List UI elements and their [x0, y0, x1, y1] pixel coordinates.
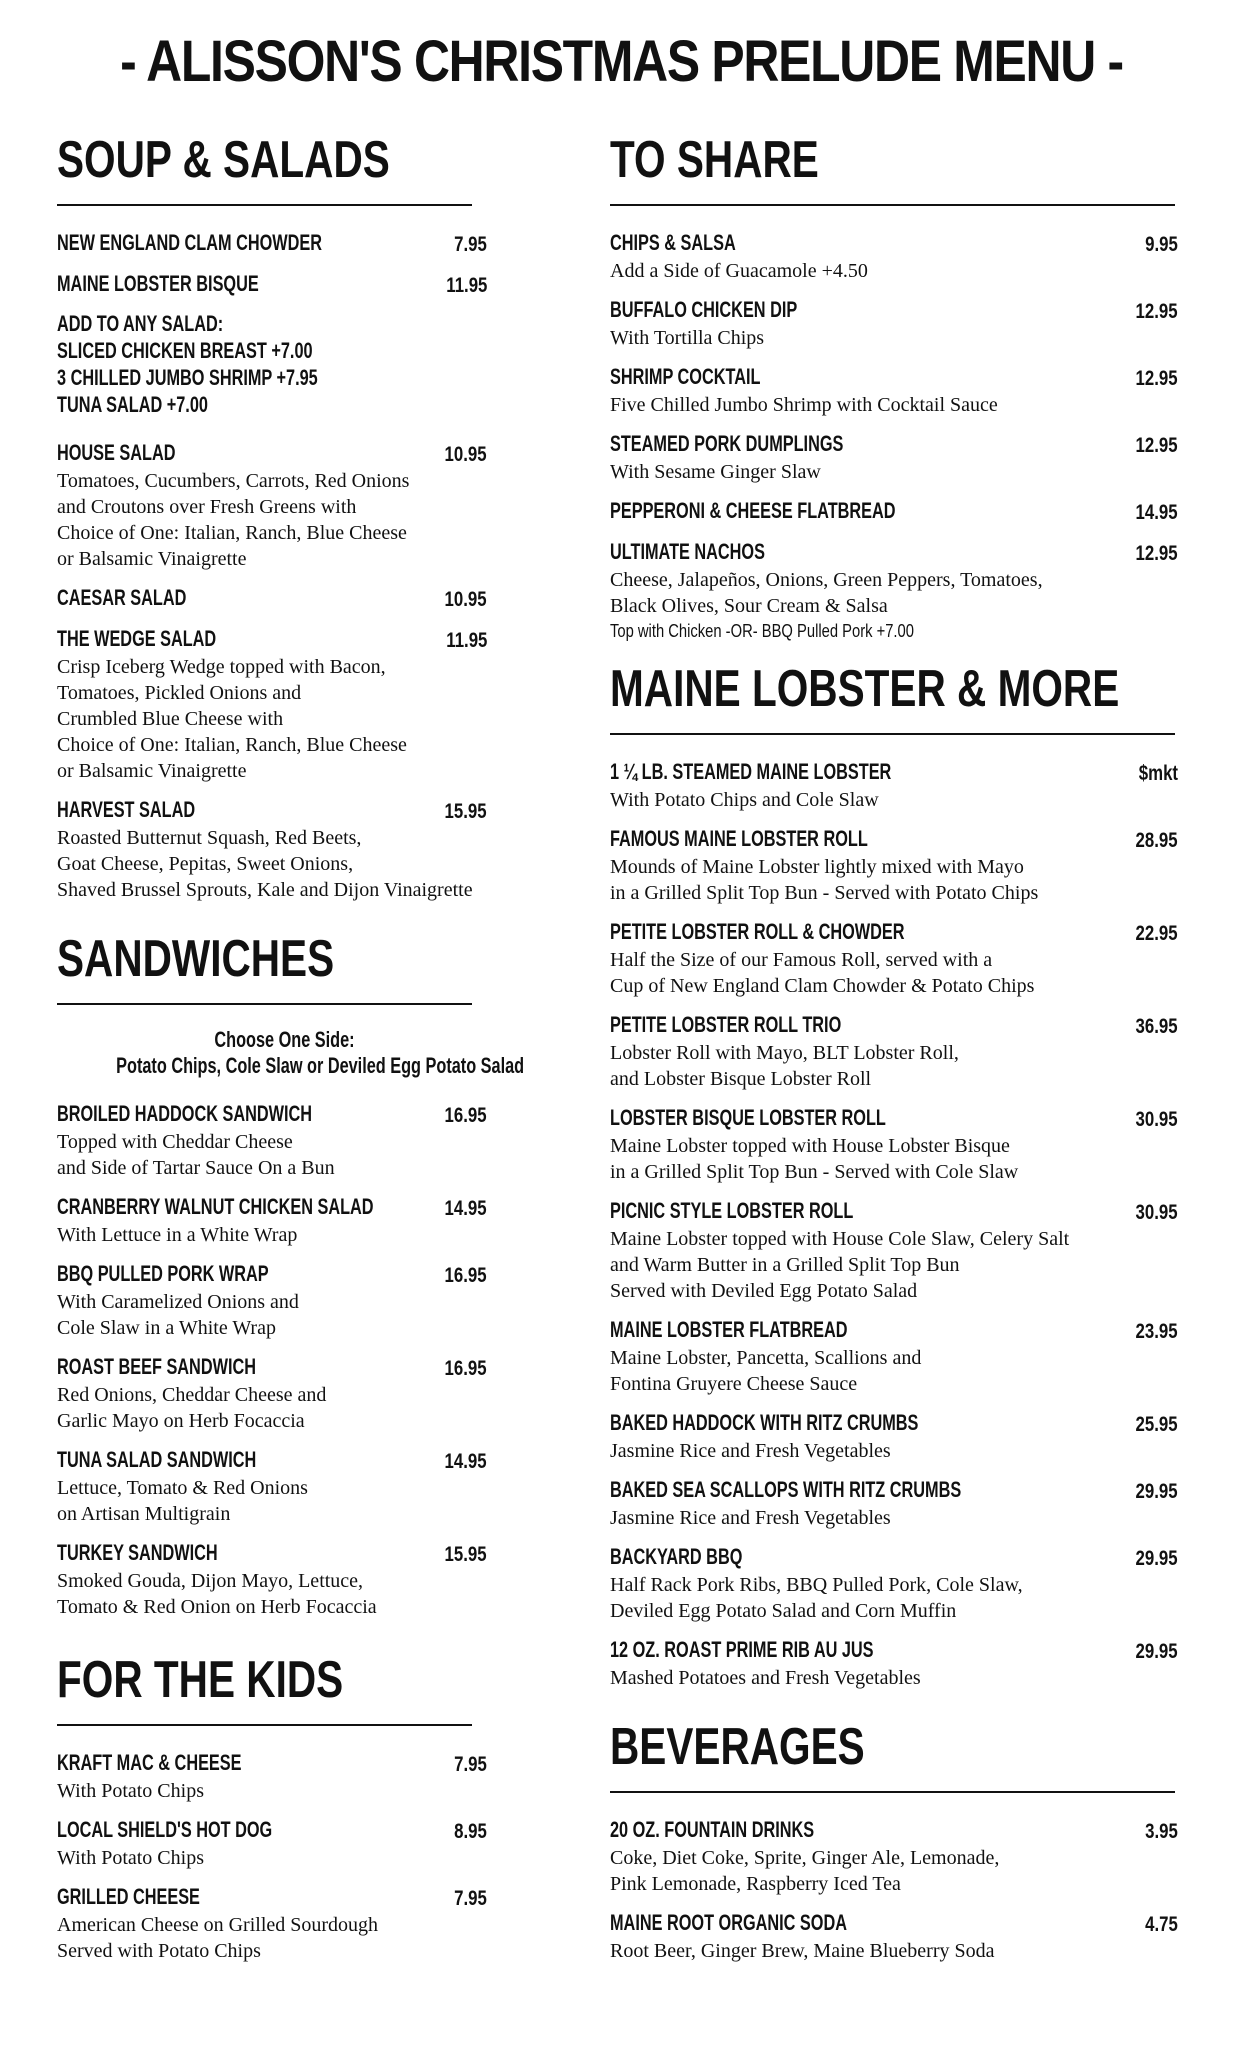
item-description: With Sesame Ginger Slaw: [610, 461, 821, 483]
item-description: With Lettuce in a White Wrap: [57, 1224, 298, 1246]
addon-line: TUNA SALAD +7.00: [57, 392, 208, 417]
menu-title: - ALISSON'S CHRISTMAS PRELUDE MENU -: [120, 29, 1123, 94]
item-description: Add a Side of Guacamole +4.50: [610, 260, 868, 282]
item-description: Tomatoes, Cucumbers, Carrots, Red Onions and Croutons over Fresh Greens with Choice of One: Italian, Ranch, Blue Cheese or Balsamic Vinaigrette: [57, 470, 410, 570]
item-price: $mkt: [1138, 762, 1178, 785]
beverages-heading: BEVERAGES: [610, 1718, 865, 1776]
item-name: CRANBERRY WALNUT CHICKEN SALAD: [57, 1194, 374, 1219]
side-choice-note: [57, 1027, 525, 1079]
item-name: CAESAR SALAD: [57, 585, 187, 610]
item-price: 16.95: [444, 1104, 487, 1127]
item-name: GRILLED CHEESE: [57, 1884, 200, 1909]
item-price: 9.95: [1145, 233, 1178, 256]
menu-item: [610, 362, 1200, 418]
item-description: Jasmine Rice and Fresh Vegetables: [610, 1440, 891, 1462]
menu-item: [610, 1908, 1200, 1964]
menu-item: [610, 824, 1200, 906]
menu-item: [57, 624, 567, 784]
item-description: With Potato Chips: [57, 1847, 204, 1869]
kids-section: [57, 1650, 547, 1964]
addon-line: ADD TO ANY SALAD:: [57, 311, 224, 336]
menu-item: [610, 1635, 1200, 1691]
menu-item-list: [57, 228, 547, 299]
item-description: With Caramelized Onions and Cole Slaw in a White Wrap: [57, 1291, 299, 1339]
item-name: LOBSTER BISQUE LOBSTER ROLL: [610, 1105, 886, 1130]
side-choice-line: Choose One Side:: [214, 1027, 355, 1052]
item-description: Maine Lobster, Pancetta, Scallions and Fontina Gruyere Cheese Sauce: [610, 1347, 922, 1395]
item-name: ULTIMATE NACHOS: [610, 539, 765, 564]
section-divider: [57, 1724, 472, 1726]
right-column: [610, 130, 1200, 1975]
item-name: BROILED HADDOCK SANDWICH: [57, 1101, 313, 1126]
item-name: BAKED SEA SCALLOPS WITH RITZ CRUMBS: [610, 1477, 962, 1502]
menu-item: [57, 269, 567, 299]
menu-item: [57, 1445, 567, 1527]
item-price: 23.95: [1135, 1320, 1178, 1343]
section-divider: [610, 1791, 1175, 1793]
item-name: PETITE LOBSTER ROLL TRIO: [610, 1012, 842, 1037]
menu-item: [610, 1408, 1200, 1464]
item-name: FAMOUS MAINE LOBSTER ROLL: [610, 826, 868, 851]
item-description: Jasmine Rice and Fresh Vegetables: [610, 1507, 891, 1529]
item-name: BUFFALO CHICKEN DIP: [610, 297, 798, 322]
item-price: 30.95: [1135, 1201, 1178, 1224]
item-price: 7.95: [454, 1887, 487, 1910]
to-share-section: [610, 130, 1200, 643]
lobster-section: [610, 659, 1200, 1691]
menu-item: [57, 438, 567, 572]
menu-item: [610, 1315, 1200, 1397]
menu-item: [610, 429, 1200, 485]
item-name: MAINE LOBSTER BISQUE: [57, 271, 259, 296]
item-name: HOUSE SALAD: [57, 440, 176, 465]
item-name: LOCAL SHIELD'S HOT DOG: [57, 1817, 273, 1842]
item-price: 16.95: [444, 1357, 487, 1380]
item-description: Maine Lobster topped with House Lobster Bisque in a Grilled Split Top Bun - Served with Cole Slaw: [610, 1135, 1019, 1183]
item-description: Lobster Roll with Mayo, BLT Lobster Roll, and Lobster Bisque Lobster Roll: [610, 1042, 959, 1090]
item-description: Mounds of Maine Lobster lightly mixed with Mayo in a Grilled Split Top Bun - Served with Potato Chips: [610, 856, 1039, 904]
item-name: KRAFT MAC & CHEESE: [57, 1750, 242, 1775]
item-name: BACKYARD BBQ: [610, 1544, 743, 1569]
menu-item-list: [610, 757, 1200, 1691]
menu-item: [610, 1103, 1200, 1185]
item-name: TUNA SALAD SANDWICH: [57, 1447, 257, 1472]
item-name: CHIPS & SALSA: [610, 230, 736, 255]
item-price: 12.95: [1135, 542, 1178, 565]
item-price: 11.95: [445, 629, 487, 652]
item-description: Mashed Potatoes and Fresh Vegetables: [610, 1667, 921, 1689]
item-description: Lettuce, Tomato & Red Onions on Artisan Multigrain: [57, 1477, 308, 1525]
item-price: 30.95: [1135, 1108, 1178, 1131]
item-description: Root Beer, Ginger Brew, Maine Blueberry Soda: [610, 1940, 995, 1962]
beverages-section: [610, 1717, 1200, 1964]
sandwiches-heading: SANDWICHES: [57, 930, 335, 988]
menu-item-list: [57, 438, 547, 903]
menu-item: [610, 1475, 1200, 1531]
item-price: 3.95: [1145, 1820, 1178, 1843]
item-price: 10.95: [444, 588, 487, 611]
item-name: BAKED HADDOCK WITH RITZ CRUMBS: [610, 1410, 919, 1435]
item-description: Crisp Iceberg Wedge topped with Bacon, Tomatoes, Pickled Onions and Crumbled Blue Cheese with Choice of One: Italian, Ranch, Blue Cheese or Balsamic Vinaigrette: [57, 656, 407, 782]
item-description: Red Onions, Cheddar Cheese and Garlic Mayo on Herb Focaccia: [57, 1384, 327, 1432]
menu-item: [57, 1352, 567, 1434]
item-name: PEPPERONI & CHEESE FLATBREAD: [610, 498, 896, 523]
menu-item: [57, 1259, 567, 1341]
item-description: With Potato Chips: [57, 1780, 204, 1802]
item-price: 8.95: [454, 1820, 487, 1843]
item-price: 16.95: [444, 1264, 487, 1287]
soup-salads-heading: SOUP & SALADS: [57, 131, 390, 189]
menu-item-list: [57, 1748, 547, 1964]
item-name: HARVEST SALAD: [57, 797, 196, 822]
item-description: Five Chilled Jumbo Shrimp with Cocktail Sauce: [610, 394, 998, 416]
item-name: 1 ¼ LB. STEAMED MAINE LOBSTER: [610, 759, 892, 784]
item-price: 10.95: [444, 443, 487, 466]
section-divider: [57, 1003, 472, 1005]
menu-item: [57, 795, 567, 903]
menu-item: [57, 1192, 567, 1248]
item-price: 12.95: [1135, 367, 1178, 390]
item-name: 12 OZ. ROAST PRIME RIB AU JUS: [610, 1637, 874, 1662]
to-share-heading: TO SHARE: [610, 131, 819, 189]
section-divider: [57, 204, 472, 206]
item-description: Half the Size of our Famous Roll, served with a Cup of New England Clam Chowder & Potato Chips: [610, 949, 1035, 997]
item-name: STEAMED PORK DUMPLINGS: [610, 431, 844, 456]
addon-line: SLICED CHICKEN BREAST +7.00: [57, 338, 313, 363]
item-price: 29.95: [1135, 1480, 1178, 1503]
menu-item: [57, 228, 567, 258]
item-name: NEW ENGLAND CLAM CHOWDER: [57, 230, 322, 255]
menu-item: [57, 1815, 567, 1871]
item-description: Half Rack Pork Ribs, BBQ Pulled Pork, Cole Slaw, Deviled Egg Potato Salad and Corn Muffin: [610, 1574, 1023, 1622]
section-divider: [610, 204, 1175, 206]
item-description: Cheese, Jalapeños, Onions, Green Peppers, Tomatoes, Black Olives, Sour Cream & Salsa: [610, 569, 1043, 617]
item-description: Roasted Butternut Squash, Red Beets, Goat Cheese, Pepitas, Sweet Onions, Shaved Brussel Sprouts, Kale and Dijon Vinaigrette: [57, 827, 473, 901]
item-price: 4.75: [1145, 1913, 1178, 1936]
menu-item-list: [57, 1099, 547, 1620]
menu-item: [57, 1882, 567, 1964]
menu-item: [610, 1542, 1200, 1624]
item-note: Top with Chicken -OR- BBQ Pulled Pork +7.00: [610, 621, 914, 641]
item-price: 29.95: [1135, 1640, 1178, 1663]
item-description: Smoked Gouda, Dijon Mayo, Lettuce, Tomato & Red Onion on Herb Focaccia: [57, 1570, 377, 1618]
menu-item: [610, 537, 1200, 643]
item-price: 14.95: [444, 1197, 487, 1220]
item-price: 36.95: [1135, 1015, 1178, 1038]
item-price: 25.95: [1135, 1413, 1178, 1436]
item-name: 20 OZ. FOUNTAIN DRINKS: [610, 1817, 815, 1842]
menu-item: [610, 757, 1200, 813]
sandwiches-section: [57, 929, 547, 1620]
item-description: Topped with Cheddar Cheese and Side of Tartar Sauce On a Bun: [57, 1131, 335, 1179]
item-price: 28.95: [1135, 829, 1178, 852]
item-name: MAINE LOBSTER FLATBREAD: [610, 1317, 848, 1342]
menu-item: [610, 228, 1200, 284]
item-price: 7.95: [454, 233, 487, 256]
item-price: 12.95: [1135, 300, 1178, 323]
item-price: 22.95: [1135, 922, 1178, 945]
section-divider: [610, 733, 1175, 735]
item-name: SHRIMP COCKTAIL: [610, 364, 761, 389]
item-description: Maine Lobster topped with House Cole Slaw, Celery Salt and Warm Butter in a Grilled Split Top Bun Served with Deviled Egg Potato Salad: [610, 1228, 1070, 1302]
item-price: 14.95: [1135, 501, 1178, 524]
kids-heading: FOR THE KIDS: [57, 1651, 344, 1709]
item-name: PETITE LOBSTER ROLL & CHOWDER: [610, 919, 905, 944]
item-name: THE WEDGE SALAD: [57, 626, 217, 651]
item-name: TURKEY SANDWICH: [57, 1540, 218, 1565]
item-name: BBQ PULLED PORK WRAP: [57, 1261, 269, 1286]
addon-line: 3 CHILLED JUMBO SHRIMP +7.95: [57, 365, 318, 390]
item-price: 15.95: [444, 800, 487, 823]
item-price: 11.95: [445, 274, 487, 297]
item-name: MAINE ROOT ORGANIC SODA: [610, 1910, 847, 1935]
soup-salads-section: [57, 130, 547, 903]
item-price: 15.95: [444, 1543, 487, 1566]
salad-addons: [57, 310, 547, 418]
menu-item: [610, 1196, 1200, 1304]
menu-item: [57, 1748, 567, 1804]
menu-item: [610, 917, 1200, 999]
menu-item-list: [610, 1815, 1200, 1964]
menu-item: [610, 496, 1200, 526]
menu-item-list: [610, 228, 1200, 526]
item-price: 29.95: [1135, 1547, 1178, 1570]
lobster-heading: MAINE LOBSTER & MORE: [610, 660, 1120, 718]
menu-item: [610, 1010, 1200, 1092]
item-description: With Potato Chips and Cole Slaw: [610, 789, 879, 811]
menu-item: [57, 583, 567, 613]
item-description: With Tortilla Chips: [610, 327, 765, 349]
menu-item: [610, 295, 1200, 351]
item-description: American Cheese on Grilled Sourdough Served with Potato Chips: [57, 1914, 379, 1962]
item-price: 14.95: [444, 1450, 487, 1473]
menu-item: [610, 1815, 1200, 1897]
side-choice-line: Potato Chips, Cole Slaw or Deviled Egg Potato Salad: [116, 1053, 525, 1078]
item-price: 12.95: [1135, 434, 1178, 457]
item-price: 7.95: [454, 1753, 487, 1776]
left-column: [57, 130, 547, 1975]
menu-item: [57, 1538, 567, 1620]
item-description: Coke, Diet Coke, Sprite, Ginger Ale, Lemonade, Pink Lemonade, Raspberry Iced Tea: [610, 1847, 1000, 1895]
menu-item: [57, 1099, 567, 1181]
item-name: ROAST BEEF SANDWICH: [57, 1354, 256, 1379]
item-name: PICNIC STYLE LOBSTER ROLL: [610, 1198, 854, 1223]
